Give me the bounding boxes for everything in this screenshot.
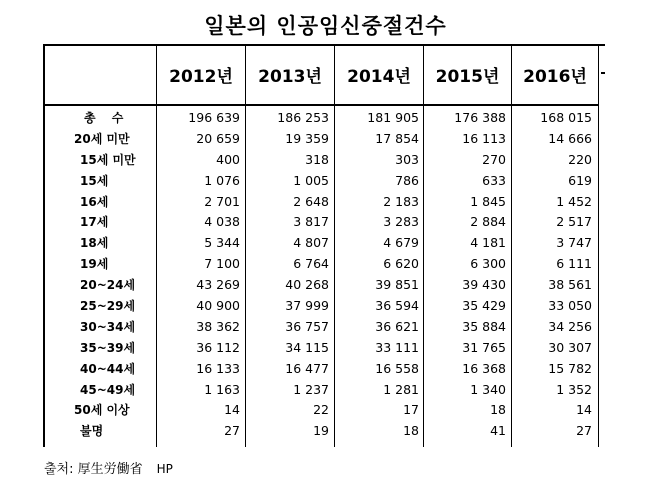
table-cell: 34 115 xyxy=(285,339,329,355)
table-cell: 6 300 xyxy=(470,256,506,272)
table-cell: 2 517 xyxy=(556,214,592,230)
table-cell: 16 477 xyxy=(285,360,329,376)
table-cell: 303 xyxy=(395,151,419,167)
table-cell: 3 817 xyxy=(293,214,329,230)
table-cell: 17 854 xyxy=(375,130,419,146)
table-cell: 19 359 xyxy=(285,130,329,146)
table-cell: 36 112 xyxy=(196,339,240,355)
table-cell: 35 884 xyxy=(462,318,506,334)
table-cell: 33 050 xyxy=(548,298,592,314)
year-header: 2014년 xyxy=(347,67,411,87)
table-cell: 14 xyxy=(576,402,592,418)
table-cell: 2 183 xyxy=(383,193,419,209)
table-row xyxy=(0,317,651,338)
table-cell: 18 xyxy=(403,423,419,439)
table-cell: 18 xyxy=(490,402,506,418)
row-label: 총 수 xyxy=(84,111,130,125)
table-cell: 15 782 xyxy=(548,360,592,376)
year-header-row xyxy=(0,62,651,92)
table-row xyxy=(0,233,651,254)
table-cell: 6 620 xyxy=(383,256,419,272)
table-cell: 36 621 xyxy=(375,318,419,334)
table-cell: 16 368 xyxy=(462,360,506,376)
table-cell: 1 845 xyxy=(470,193,506,209)
table-row xyxy=(0,192,651,213)
table-cell: 2 648 xyxy=(293,193,329,209)
row-label: 18세 xyxy=(80,236,109,251)
table-cell: 38 362 xyxy=(196,318,240,334)
table-cell: 4 181 xyxy=(470,235,506,251)
table-cell: 619 xyxy=(568,172,592,188)
table-cell: 34 256 xyxy=(548,318,592,334)
source-text: 출처: 厚生労働省 xyxy=(44,462,143,477)
table-cell: 17 xyxy=(403,402,419,418)
year-header: 2015년 xyxy=(435,67,500,87)
table-cell: 2 884 xyxy=(470,214,506,230)
table-cell: 27 xyxy=(224,423,240,439)
row-label: 15세 xyxy=(80,173,109,188)
year-header: 2016년 xyxy=(523,67,587,87)
table-cell: 1 340 xyxy=(470,381,506,397)
table-cell: 14 xyxy=(224,402,240,418)
table-cell: 1 076 xyxy=(204,172,240,188)
table-cell: 633 xyxy=(482,172,506,188)
table-row xyxy=(0,380,651,401)
year-header: 2012년 xyxy=(169,67,233,87)
table-cell: 1 163 xyxy=(204,381,240,397)
table-cell: 186 253 xyxy=(277,110,329,125)
table-row xyxy=(0,400,651,421)
table-cell: 318 xyxy=(305,151,329,167)
table-cell: 6 764 xyxy=(293,256,329,272)
table-cell: 3 747 xyxy=(556,235,592,251)
table-row xyxy=(0,359,651,380)
table-row xyxy=(0,171,651,192)
table-row xyxy=(0,212,651,233)
table-row xyxy=(0,275,651,296)
table-cell: 20 659 xyxy=(196,130,240,146)
table-row xyxy=(0,296,651,317)
row-label: 50세 이상 xyxy=(74,403,130,418)
table-cell: 270 xyxy=(482,151,506,167)
row-label: 17세 xyxy=(80,215,109,230)
table-row xyxy=(0,108,651,129)
row-label: 30~34세 xyxy=(80,319,136,334)
row-label: 16세 xyxy=(80,194,109,209)
table-cell: 196 639 xyxy=(188,110,240,125)
table-row xyxy=(0,338,651,359)
table-cell: 31 765 xyxy=(462,339,506,355)
row-label: 불명 xyxy=(80,424,104,439)
table-row xyxy=(0,129,651,150)
table-cell: 6 111 xyxy=(556,256,592,272)
table-cell: 400 xyxy=(216,151,240,167)
source-suffix: HP xyxy=(156,462,173,476)
row-label: 45~49세 xyxy=(80,382,136,397)
table-cell: 22 xyxy=(313,402,329,418)
table-cell: 2 701 xyxy=(204,193,240,209)
table-cell: 36 594 xyxy=(375,298,419,314)
header-divider xyxy=(43,104,599,106)
table-top-rule-continuation xyxy=(599,44,605,46)
table-row xyxy=(0,254,651,275)
table-cell: 33 111 xyxy=(375,339,419,355)
table-cell: 1 281 xyxy=(383,381,419,397)
table-cell: 40 268 xyxy=(285,277,329,293)
table-cell: 35 429 xyxy=(462,298,506,314)
table-cell: 27 xyxy=(576,423,592,439)
table-cell: 37 999 xyxy=(285,298,329,314)
table-cell: 16 113 xyxy=(462,130,506,146)
table-cell: 168 015 xyxy=(540,110,592,125)
table-cell: 1 237 xyxy=(293,381,329,397)
table-cell: 40 900 xyxy=(196,298,240,314)
table-cell: 38 561 xyxy=(548,277,592,293)
year-header: 2013년 xyxy=(258,67,322,87)
table-cell: 16 133 xyxy=(196,360,240,376)
table-cell: 36 757 xyxy=(285,318,329,334)
table-cell: 220 xyxy=(568,151,592,167)
row-label: 15세 미만 xyxy=(80,152,136,167)
row-label: 20세 미만 xyxy=(74,131,130,146)
row-label: 40~44세 xyxy=(80,361,136,376)
table-cell: 43 269 xyxy=(196,277,240,293)
page-title: 일본의 인공임신중절건수 xyxy=(204,14,447,38)
table-cell: 4 679 xyxy=(383,235,419,251)
source-note xyxy=(44,458,173,477)
table-cell: 30 307 xyxy=(548,339,592,355)
table-cell: 786 xyxy=(395,172,419,188)
table-cell: 14 666 xyxy=(548,130,592,146)
table-cell: 4 038 xyxy=(204,214,240,230)
table-cell: 39 851 xyxy=(375,277,419,293)
table-cell: 41 xyxy=(490,423,506,439)
row-label: 25~29세 xyxy=(80,299,136,314)
table-row xyxy=(0,421,651,442)
table-cell: 5 344 xyxy=(204,235,240,251)
table-body xyxy=(0,108,651,442)
table-cell: 1 352 xyxy=(556,381,592,397)
table-cell: 3 283 xyxy=(383,214,419,230)
table-cell: 19 xyxy=(313,423,329,439)
table-cell: 7 100 xyxy=(204,256,240,272)
table-row xyxy=(0,150,651,171)
row-label: 20~24세 xyxy=(80,278,136,293)
row-label: 35~39세 xyxy=(80,340,136,355)
table-cell: 176 388 xyxy=(454,110,506,125)
table-cell: 1 452 xyxy=(556,193,592,209)
table-cell: 181 905 xyxy=(367,110,419,125)
row-label: 19세 xyxy=(80,257,109,272)
table-cell: 4 807 xyxy=(293,235,329,251)
table-cell: 16 558 xyxy=(375,360,419,376)
table-cell: 39 430 xyxy=(462,277,506,293)
table-cell: 1 005 xyxy=(293,172,329,188)
